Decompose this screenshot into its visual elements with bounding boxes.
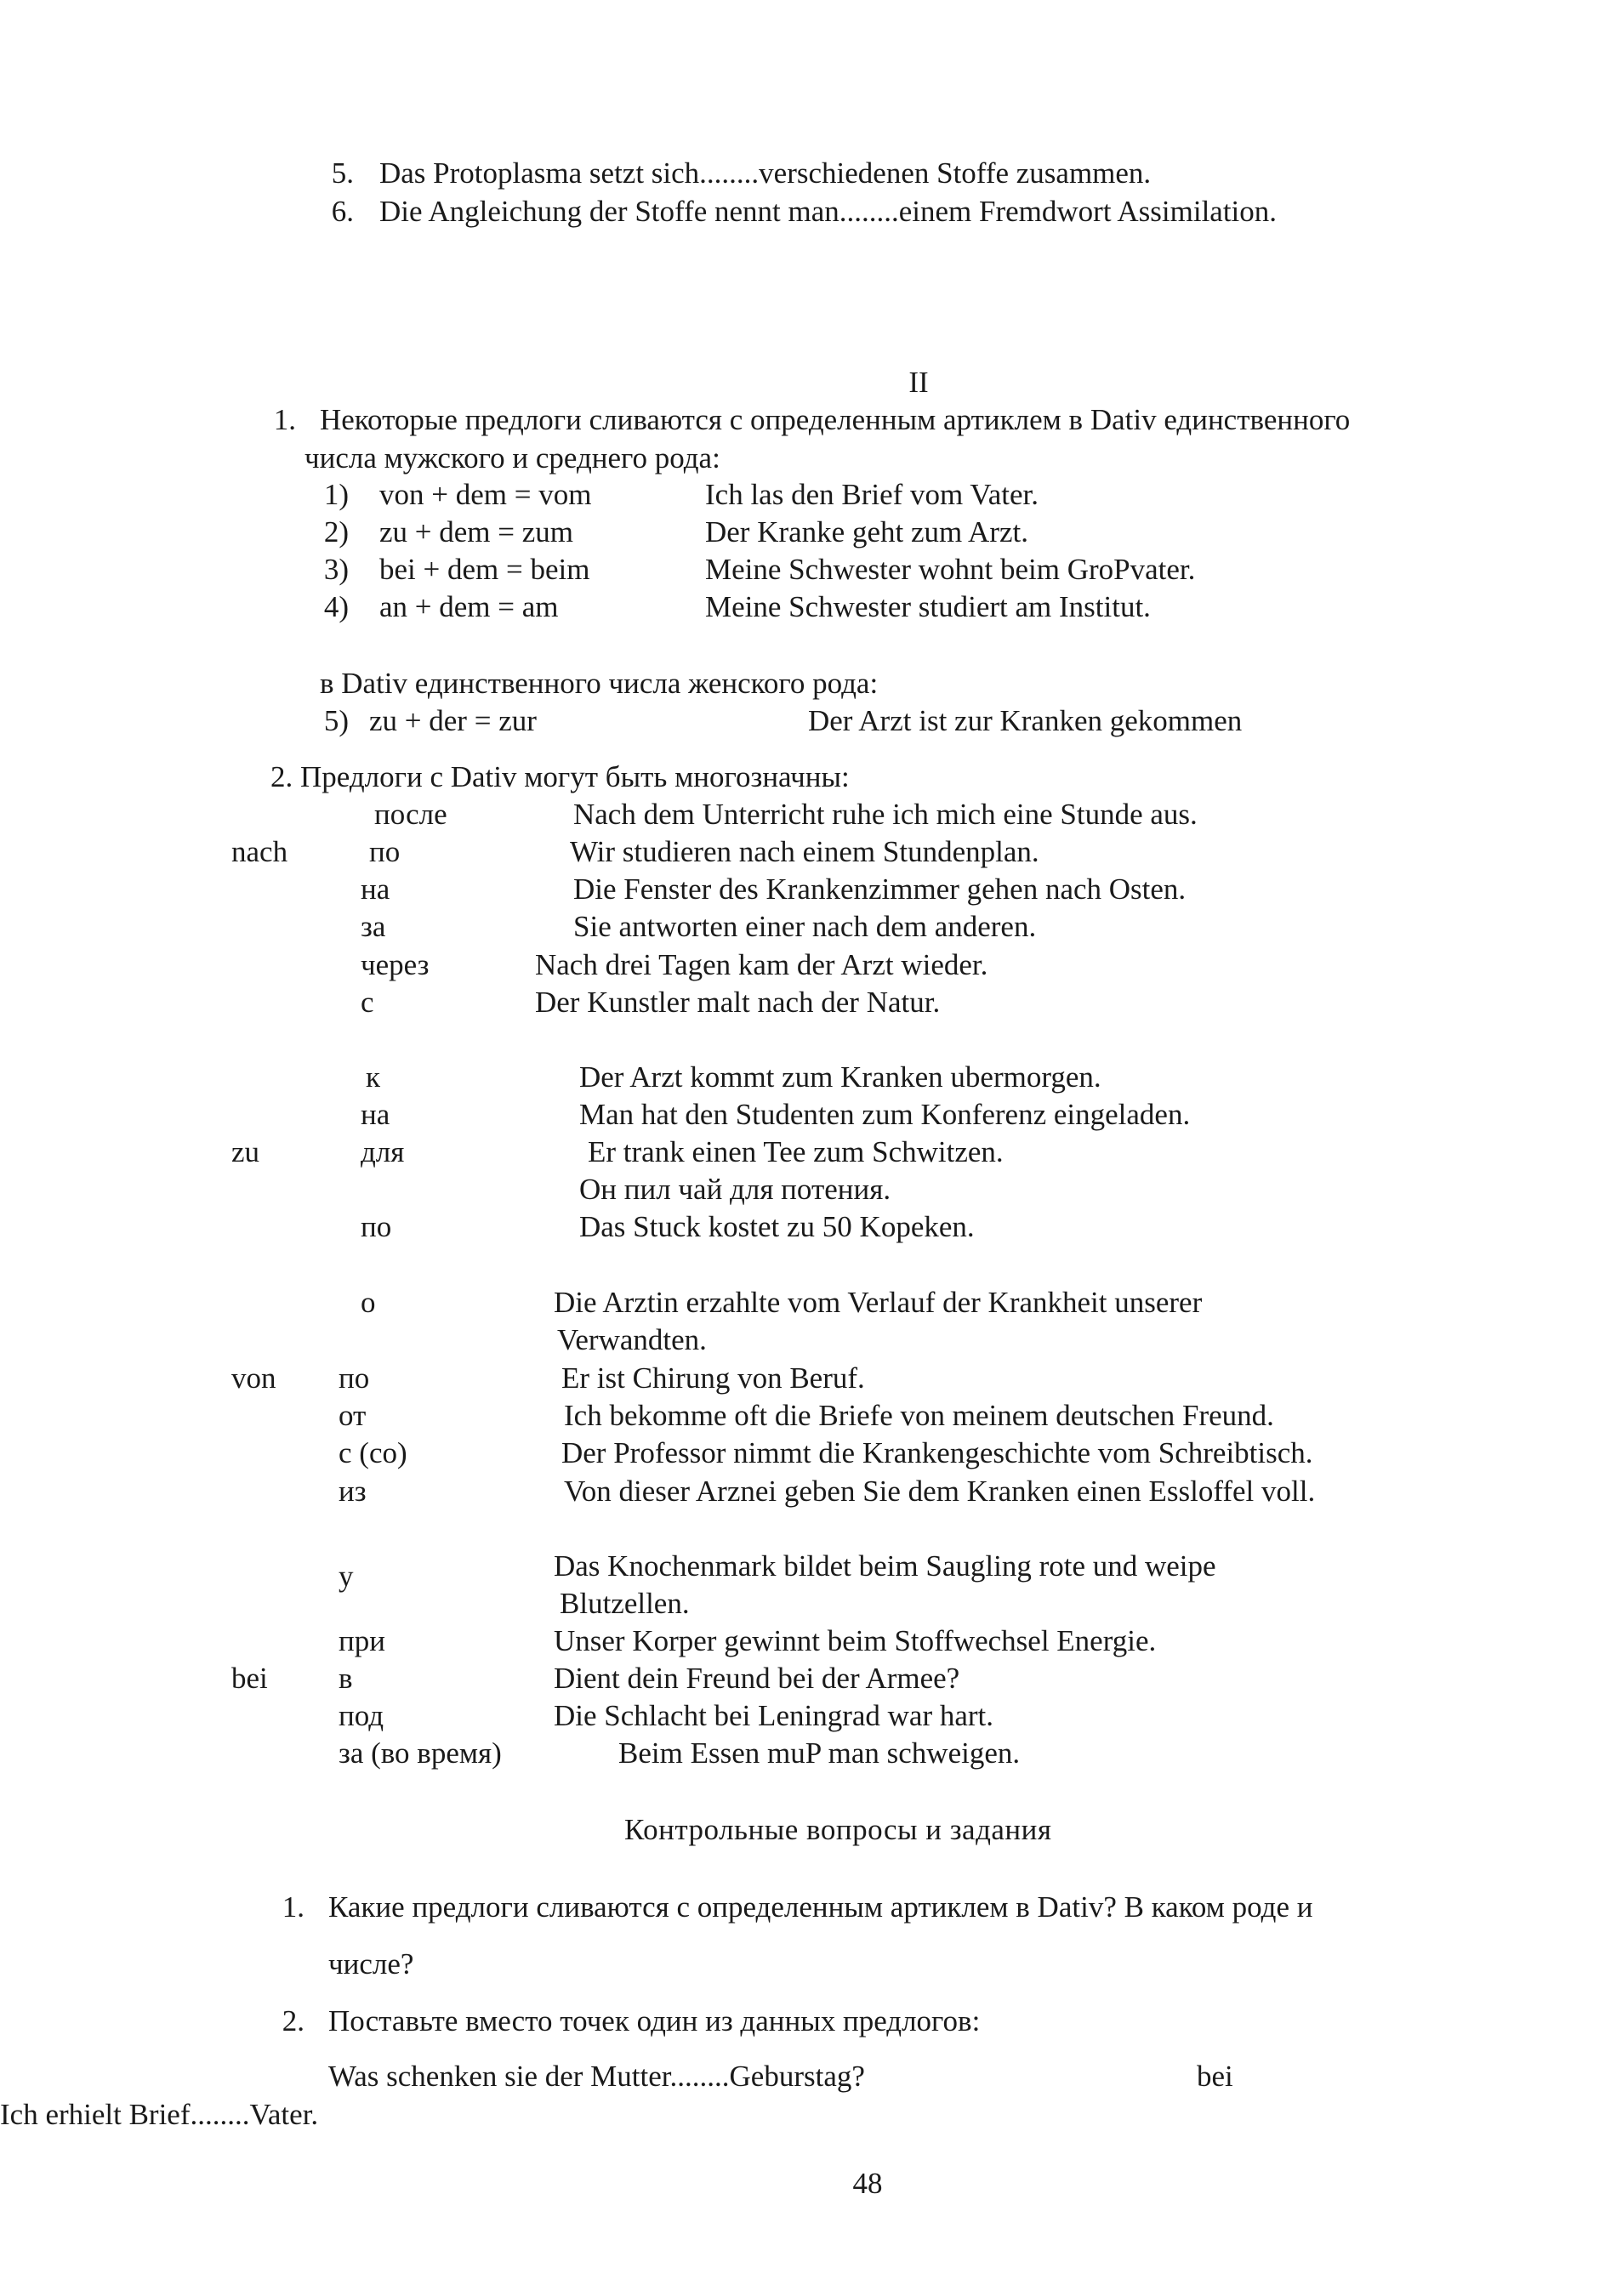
preposition-label: bei	[231, 1662, 268, 1695]
top-item-text: Das Protoplasma setzt sich........verschiedenen Stoffe zusammen.	[379, 156, 1152, 190]
example-de: Man hat den Studenten zum Konferenz eingeladen.	[579, 1098, 1191, 1131]
example-de: Das Stuck kostet zu 50 Kopeken.	[579, 1210, 975, 1243]
meaning-ru: по	[369, 835, 401, 868]
example-de: Der Kunstler malt nach der Natur.	[535, 986, 941, 1019]
rule-intro: числа мужского и среднего рода:	[304, 441, 720, 475]
example-de: Die Arztin erzahlte vom Verlauf der Krankheit unserer	[554, 1286, 1203, 1319]
preposition-label: zu	[231, 1135, 260, 1168]
example-de: Er trank einen Tee zum Schwitzen.	[588, 1135, 1004, 1168]
meaning-ru: за (во время)	[339, 1736, 502, 1770]
example-de: Die Schlacht bei Leningrad war hart.	[554, 1699, 994, 1732]
rule-item-number: 2)	[323, 515, 349, 548]
meaning-ru: у	[339, 1560, 354, 1593]
meaning-ru: от	[339, 1399, 367, 1432]
meaning-ru: из	[339, 1475, 367, 1508]
rule-item-example: Ich las den Brief vom Vater.	[705, 478, 1039, 511]
rule-item-example: Der Kranke geht zum Arzt.	[705, 515, 1028, 548]
exercise-line: Ich erhielt Brief........Vater.	[0, 2098, 319, 2131]
top-item-number: 5.	[331, 156, 354, 190]
question-text: Какие предлоги сливаются с определенным артиклем в Dativ? В каком роде и	[328, 1890, 1313, 1924]
example-de: Von dieser Arznei geben Sie dem Kranken einen Essloffel voll.	[564, 1475, 1316, 1508]
meaning-ru: по	[361, 1210, 392, 1243]
meaning-ru: на	[361, 872, 390, 906]
meaning-ru: за	[361, 910, 386, 943]
question-text: числе?	[328, 1947, 414, 1981]
rule-item-formula: an + dem = am	[379, 590, 559, 623]
meaning-ru: после	[374, 798, 447, 831]
rule-item-example: Der Arzt ist zur Kranken gekommen	[808, 704, 1243, 737]
meaning-ru: для	[361, 1135, 405, 1168]
example-de: Der Professor nimmt die Krankengeschichte vom Schreibtisch.	[561, 1436, 1313, 1469]
example-de: Das Knochenmark bildet beim Saugling rote und weipe	[554, 1549, 1216, 1583]
top-item-number: 6.	[331, 195, 354, 228]
example-de: Blutzellen.	[560, 1587, 690, 1620]
rule-item-example: Meine Schwester studiert am Institut.	[705, 590, 1151, 623]
rule2-heading: 2. Предлоги с Dativ могут быть многозначны:	[270, 760, 850, 793]
example-de: Nach dem Unterricht ruhe ich mich eine Stunde aus.	[573, 798, 1198, 831]
rule-subintro: в Dativ единственного числа женского рода:	[320, 667, 879, 700]
page-number: 48	[852, 2167, 883, 2200]
rule-item-example: Meine Schwester wohnt beim GroPvater.	[705, 553, 1196, 586]
question-number: 1.	[282, 1890, 304, 1924]
question-text: Поставьте вместо точек один из данных предлогов:	[328, 2004, 981, 2037]
meaning-ru: по	[339, 1361, 370, 1395]
preposition-label: von	[231, 1361, 276, 1395]
section-heading: II	[908, 366, 929, 399]
example-de: Unser Korper gewinnt beim Stoffwechsel Energie.	[554, 1624, 1157, 1657]
example-de: Sie antworten einer nach dem anderen.	[573, 910, 1037, 943]
meaning-ru: о	[361, 1286, 376, 1319]
meaning-ru: через	[361, 948, 430, 981]
top-item-text: Die Angleichung der Stoffe nennt man........einem Fremdwort Assimilation.	[379, 195, 1278, 228]
rule-intro: Некоторые предлоги сливаются с определенным артиклем в Dativ единственного	[320, 403, 1351, 436]
preposition-label: nach	[231, 835, 288, 868]
rule-item-formula: zu + der = zur	[369, 704, 537, 737]
meaning-ru: к	[366, 1060, 381, 1094]
meaning-ru: на	[361, 1098, 390, 1131]
example-de: Beim Essen muP man schweigen.	[618, 1736, 1021, 1770]
meaning-ru: при	[339, 1624, 385, 1657]
example-de: Verwandten.	[557, 1323, 707, 1356]
example-de: Dient dein Freund bei der Armee?	[554, 1662, 960, 1695]
rule-item-number: 5)	[323, 704, 349, 737]
rule-item-formula: zu + dem = zum	[379, 515, 574, 548]
rule-item-formula: von + dem = vom	[379, 478, 592, 511]
meaning-ru: в	[339, 1662, 353, 1695]
meaning-ru: с	[361, 986, 374, 1019]
example-de: Der Arzt kommt zum Kranken ubermorgen.	[579, 1060, 1101, 1094]
rule-item-number: 3)	[323, 553, 349, 586]
meaning-ru: с (со)	[339, 1436, 407, 1469]
questions-heading: Контрольные вопросы и задания	[624, 1813, 1052, 1846]
rule-item-number: 4)	[323, 590, 349, 623]
rule-item-number: 1)	[323, 478, 349, 511]
example-de: Он пил чай для потения.	[579, 1173, 891, 1206]
example-de: Er ist Chirung von Beruf.	[561, 1361, 865, 1395]
example-de: Die Fenster des Krankenzimmer gehen nach Osten.	[573, 872, 1187, 906]
exercise-line: Was schenken sie der Mutter........Geburstag?	[328, 2060, 865, 2093]
question-number: 2.	[282, 2004, 304, 2037]
example-de: Ich bekomme oft die Briefe von meinem deutschen Freund.	[564, 1399, 1274, 1432]
exercise-option: bei	[1197, 2060, 1233, 2093]
rule-number: 1.	[273, 403, 296, 436]
example-de: Nach drei Tagen kam der Arzt wieder.	[535, 948, 988, 981]
rule-item-formula: bei + dem = beim	[379, 553, 590, 586]
meaning-ru: под	[339, 1699, 384, 1732]
example-de: Wir studieren nach einem Stundenplan.	[570, 835, 1039, 868]
